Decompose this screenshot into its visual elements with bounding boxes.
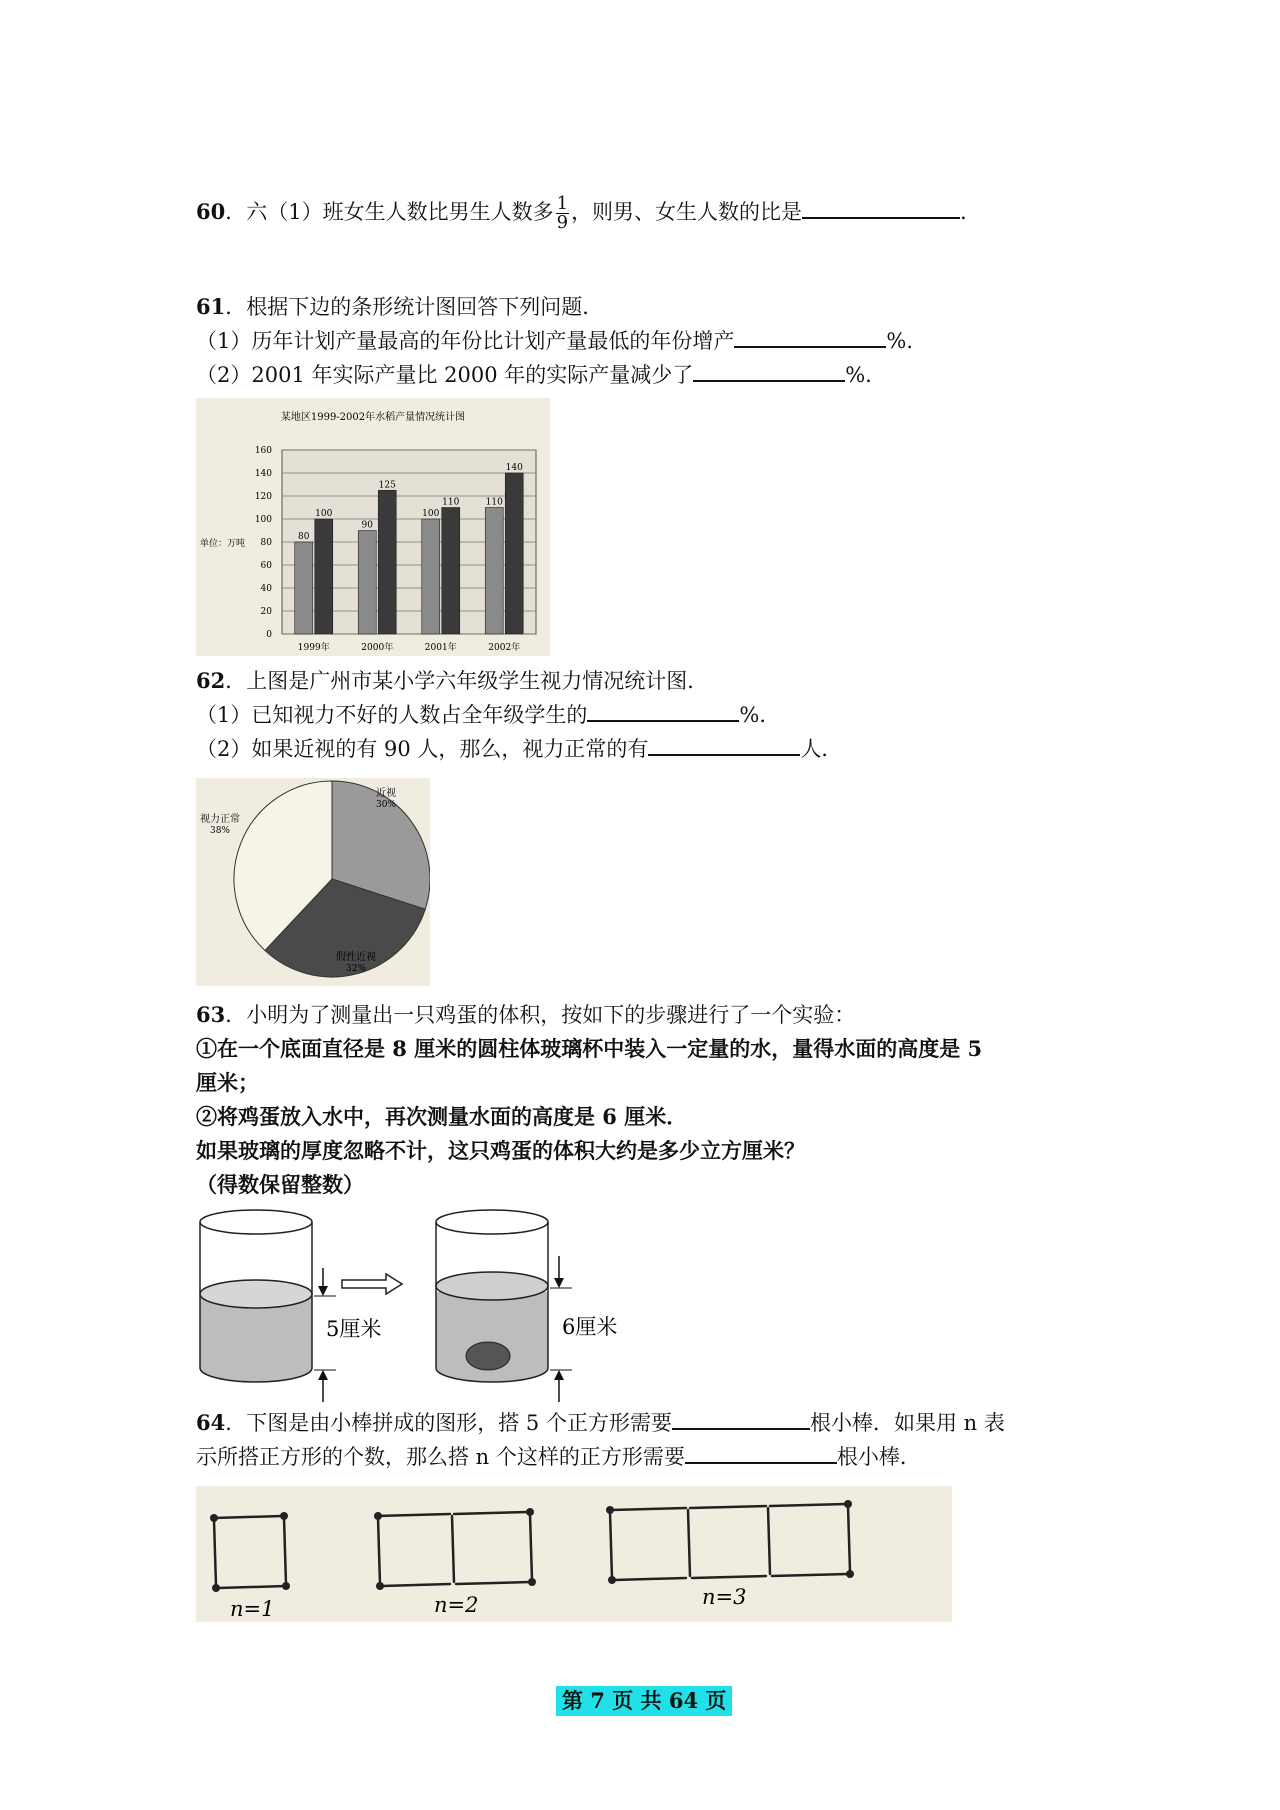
bar <box>358 531 376 635</box>
slice-percent: 32% <box>345 964 367 974</box>
answer-blank[interactable] <box>685 1440 837 1464</box>
answer-blank[interactable] <box>587 698 739 722</box>
squares-n2 <box>374 1508 536 1590</box>
pie-chart <box>196 778 430 986</box>
bar <box>295 542 313 634</box>
x-tick-label: 2002年 <box>488 643 521 653</box>
bar <box>485 508 503 635</box>
cylinder-before <box>200 1210 312 1382</box>
question-64: 64．下图是由小棒拼成的图形，搭 5 个正方形需要 根小棒．如果用 n 表 示所搭正方形的个数，那么搭 n 个这样的正方形需要 根小棒． <box>196 1406 1005 1474</box>
x-tick-label: 1999年 <box>297 643 330 653</box>
x-tick-label: 2000年 <box>361 643 394 653</box>
bar-data-label: 80 <box>298 532 310 542</box>
question-60: 60．六（1）班女生人数比男生人数多 $\frac{1}{9}$ ，则男、女生人数的比是 ． <box>196 193 982 233</box>
bar-data-label: 110 <box>485 497 503 508</box>
bar-data-label: 125 <box>378 480 396 491</box>
slice-label: 视力正常 <box>200 814 240 825</box>
bar-data-label: 100 <box>315 509 333 519</box>
y-tick-label: 60 <box>260 561 272 571</box>
y-axis-label: 单位：万吨 <box>200 539 246 549</box>
question-62: 62．上图是广州市某小学六年级学生视力情况统计图． （1）已知视力不好的人数占全年级学生的 %． （2）如果近视的有 90 人，那么，视力正常的有 人． <box>196 668 843 761</box>
cylinder-after <box>436 1210 548 1382</box>
answer-blank[interactable] <box>648 732 800 756</box>
slice-label: 近视 <box>376 788 396 799</box>
y-tick-label: 40 <box>260 584 272 594</box>
bar-data-label: 140 <box>505 463 523 473</box>
question-63: 63．小明为了测量出一只鸡蛋的体积，按如下的步骤进行了一个实验： ①在一个底面直径是 8 厘米的圆柱体玻璃杯中装入一定量的水，量得水面的高度是 5 厘米； ②将鸡蛋放入水中，再次测量水面的高度是 6 厘米． 如果玻璃的厚度忽略不计，这只鸡蛋的体积大约是多少立方厘米？ （得数保留整数） <box>196 1002 983 1197</box>
bar <box>315 519 333 634</box>
squares-n1 <box>210 1512 290 1592</box>
answer-blank[interactable] <box>734 324 886 348</box>
pie-chart-figure <box>196 778 430 986</box>
y-tick-label: 120 <box>254 492 272 502</box>
answer-blank[interactable] <box>693 358 845 382</box>
squares-n3 <box>606 1500 854 1584</box>
bar-chart-figure <box>196 398 550 656</box>
slice-label: 假性近视 <box>336 952 376 963</box>
bar <box>505 473 523 634</box>
bar-data-label: 100 <box>422 509 440 519</box>
chart-title: 某地区1999-2002年水稻产量情况统计图 <box>280 412 466 423</box>
y-tick-label: 80 <box>260 538 272 548</box>
label-n3: n=3 <box>702 1585 747 1609</box>
bar <box>422 519 440 634</box>
x-tick-label: 2001年 <box>424 643 457 653</box>
height-label-6: 6厘米 <box>562 1315 618 1339</box>
slice-percent: 38% <box>209 826 231 836</box>
page-footer: 第 7 页 共 64 页 <box>556 1686 732 1716</box>
y-tick-label: 160 <box>254 446 272 456</box>
egg <box>466 1342 510 1370</box>
bar-data-label: 110 <box>442 497 460 508</box>
y-tick-label: 20 <box>260 607 272 617</box>
y-tick-label: 140 <box>254 469 272 479</box>
label-n1: n=1 <box>230 1597 275 1621</box>
bar <box>442 508 460 635</box>
fraction: $\frac{1}{9}$ <box>556 193 569 233</box>
y-tick-label: 0 <box>266 630 272 640</box>
slice-percent: 30% <box>375 800 397 810</box>
question-61: 61．根据下边的条形统计图回答下列问题． （1）历年计划产量最高的年份比计划产量最低的年份增产 %． （2）2001 年实际产量比 2000 年的实际产量减少了 %． <box>196 294 928 387</box>
y-tick-label: 100 <box>254 515 272 525</box>
answer-blank[interactable] <box>802 195 960 219</box>
bar-chart <box>196 398 550 656</box>
label-n2: n=2 <box>434 1593 479 1617</box>
bar-data-label: 90 <box>361 520 373 531</box>
cylinder-experiment-figure <box>196 1208 626 1402</box>
arrow-right-icon <box>342 1274 402 1294</box>
bar <box>378 490 396 634</box>
answer-blank[interactable] <box>672 1406 810 1430</box>
height-label-5: 5厘米 <box>326 1317 382 1341</box>
matchstick-figure <box>196 1486 952 1622</box>
